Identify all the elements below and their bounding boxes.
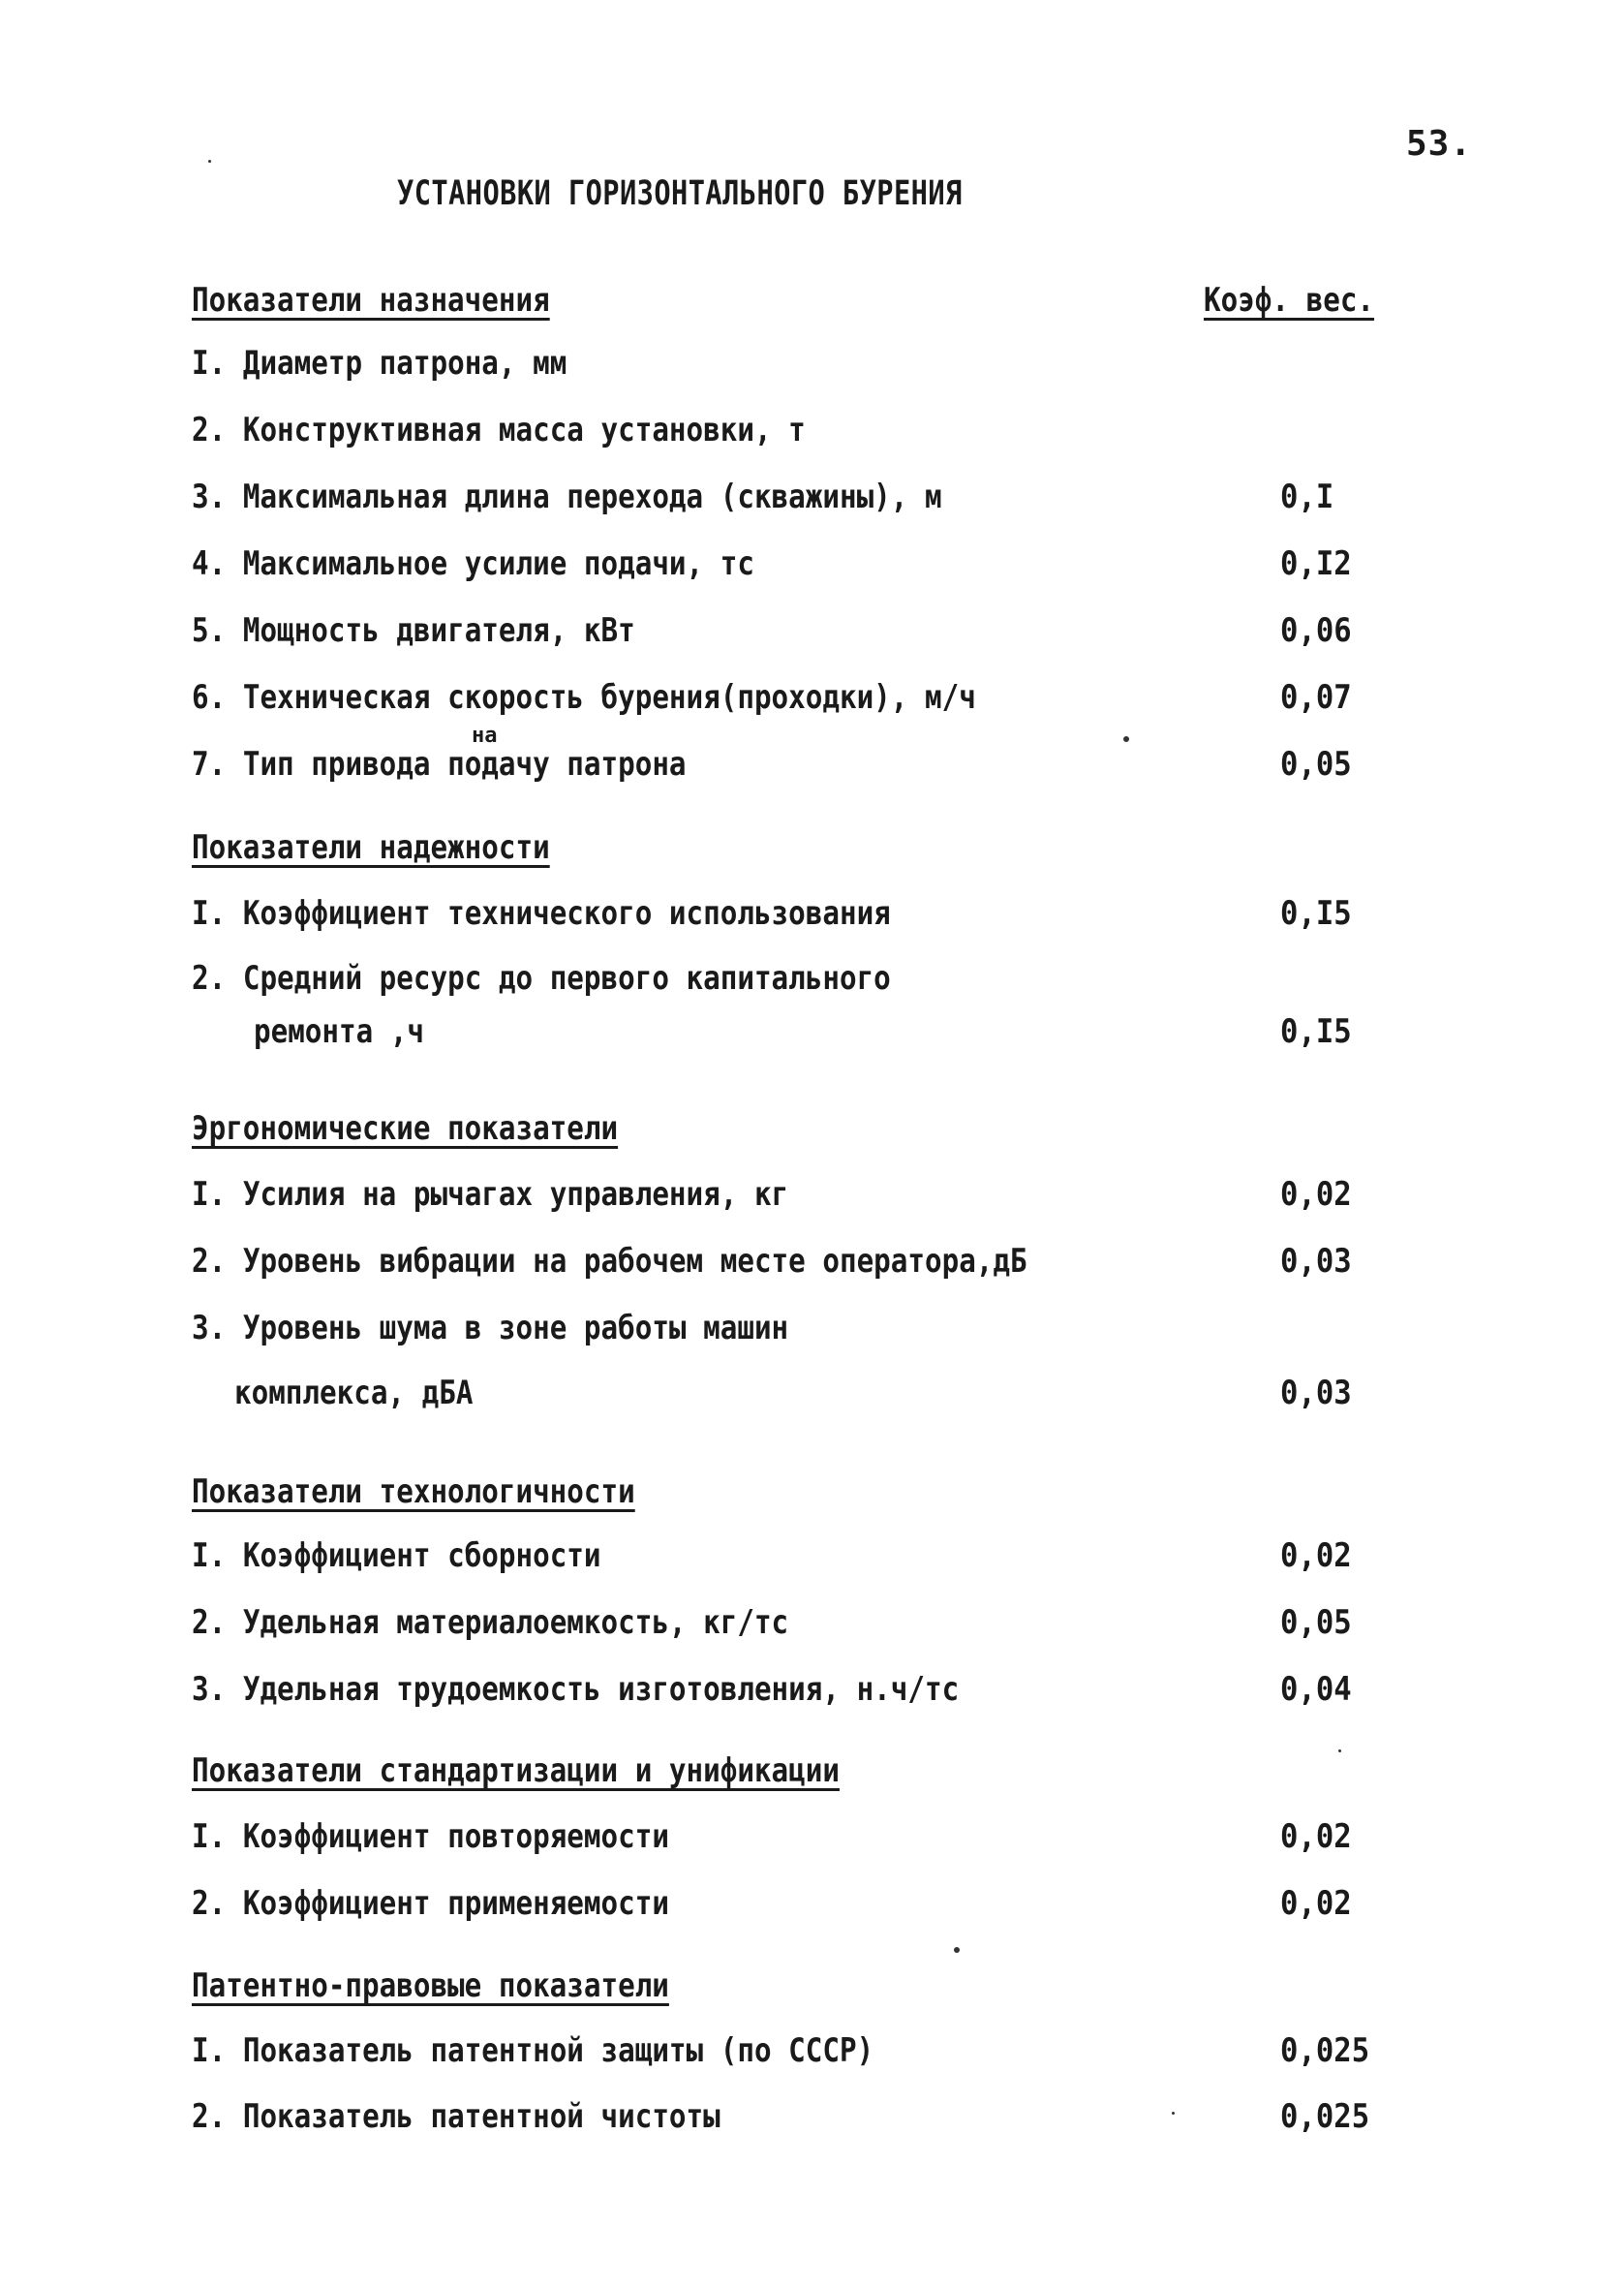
scan-speck	[1172, 2112, 1175, 2115]
page-number: 53.	[1406, 124, 1473, 164]
section-header-standardization: Показатели стандартизации и унификации	[192, 1751, 840, 1790]
item-number: 2.	[192, 1242, 227, 1281]
list-item	[192, 411, 806, 449]
list-item	[192, 1670, 959, 1709]
item-text: Коэффициент применяемости	[242, 1884, 669, 1923]
item-number: 2.	[192, 1884, 227, 1923]
list-item	[192, 678, 976, 717]
item-text: Удельная трудоемкость изготовления, н.ч/тс	[242, 1670, 960, 1709]
item-text: Уровень шума в зоне работы машин	[242, 1309, 789, 1347]
item-number: I.	[192, 1175, 227, 1214]
item-text: Показатель патентной чистоты	[242, 2097, 720, 2136]
item-text: Удельная материалоемкость, кг/тс	[242, 1603, 789, 1642]
item-number: 4.	[192, 544, 227, 583]
scan-speck	[1338, 1749, 1341, 1752]
item-value: 0,I5	[1280, 1012, 1352, 1051]
item-text: Техническая скорость бурения(проходки), м/ч	[242, 678, 976, 717]
item-number: 3.	[192, 1670, 227, 1709]
item-text: Усилия на рычагах управления, кг	[242, 1175, 789, 1214]
item-number: 2.	[192, 1603, 227, 1642]
item-value: 0,02	[1280, 1175, 1352, 1214]
item-text-continuation: комплекса, дБА	[234, 1374, 474, 1412]
list-item	[192, 344, 567, 383]
item-text: Коэффициент технического использования	[242, 894, 891, 933]
item-text: Максимальная длина перехода (скважины), м	[242, 478, 942, 516]
list-item	[192, 1309, 788, 1347]
list-item	[192, 1884, 669, 1923]
item-text: Максимальное усилие подачи, тс	[242, 544, 754, 583]
list-item	[192, 1242, 1027, 1281]
item-value: 0,06	[1280, 611, 1352, 650]
item-number: 6.	[192, 678, 227, 717]
item-value: 0,03	[1280, 1374, 1352, 1412]
item-number: 2.	[192, 411, 227, 449]
section-header-patent-legal: Патентно-правовые показатели	[192, 1966, 669, 2005]
item-value: 0,07	[1280, 678, 1352, 717]
item-text-continuation: ремонта ,ч	[254, 1012, 425, 1051]
list-item	[192, 544, 754, 583]
item-value: 0,02	[1280, 1536, 1352, 1575]
handwritten-insertion: на	[472, 724, 498, 748]
list-item	[192, 1536, 601, 1575]
item-value: 0,03	[1280, 1242, 1352, 1281]
item-value: 0,02	[1280, 1884, 1352, 1923]
list-item	[192, 2031, 873, 2070]
item-value: 0,04	[1280, 1670, 1352, 1709]
item-text: Мощность двигателя, кВт	[242, 611, 635, 650]
item-text: Коэффициент повторяемости	[242, 1817, 669, 1856]
item-text: Коэффициент сборности	[242, 1536, 601, 1575]
item-text: Показатель патентной защиты (по СССР)	[242, 2031, 874, 2070]
scan-speck	[208, 160, 211, 163]
list-item	[192, 478, 942, 516]
page-title: УСТАНОВКИ ГОРИЗОНТАЛЬНОГО БУРЕНИЯ	[397, 174, 963, 213]
item-value: 0,I	[1280, 478, 1334, 516]
list-item	[192, 745, 687, 784]
item-number: I.	[192, 1536, 227, 1575]
list-item	[192, 2097, 720, 2136]
list-item	[192, 1603, 788, 1642]
section-header-manufacturability: Показатели технологичности	[192, 1472, 635, 1511]
item-number: 3.	[192, 478, 227, 516]
item-value: 0,025	[1280, 2031, 1370, 2070]
list-item	[192, 894, 891, 933]
item-number: I.	[192, 1817, 227, 1856]
item-number: 5.	[192, 611, 227, 650]
list-item	[192, 611, 635, 650]
item-text: Средний ресурс до первого капитального	[242, 959, 891, 998]
item-text: Уровень вибрации на рабочем месте оператора,дБ	[242, 1242, 1027, 1281]
item-number: I.	[192, 2031, 227, 2070]
section-header-ergonomic: Эргономические показатели	[192, 1109, 619, 1148]
scan-speck	[1123, 736, 1129, 742]
item-text: Конструктивная масса установки, т	[242, 411, 806, 449]
item-text: Диаметр патрона, мм	[242, 344, 567, 383]
item-number: I.	[192, 344, 227, 383]
item-number: 7.	[192, 745, 227, 784]
item-value: 0,02	[1280, 1817, 1352, 1856]
item-value: 0,I5	[1280, 894, 1352, 933]
list-item	[192, 1175, 788, 1214]
item-number: 2.	[192, 2097, 227, 2136]
item-value: 0,025	[1280, 2097, 1370, 2136]
scan-speck	[954, 1947, 960, 1953]
coefficient-column-header: Коэф. вес.	[1204, 281, 1375, 320]
item-text: Тип привода подачу патрона	[242, 745, 687, 784]
section-header-purpose: Показатели назначения	[192, 281, 550, 320]
section-header-reliability: Показатели надежности	[192, 828, 550, 867]
item-value: 0,05	[1280, 1603, 1352, 1642]
list-item	[192, 1817, 669, 1856]
item-number: 3.	[192, 1309, 227, 1347]
item-number: I.	[192, 894, 227, 933]
item-value: 0,05	[1280, 745, 1352, 784]
item-value: 0,I2	[1280, 544, 1352, 583]
list-item	[192, 959, 891, 998]
item-number: 2.	[192, 959, 227, 998]
